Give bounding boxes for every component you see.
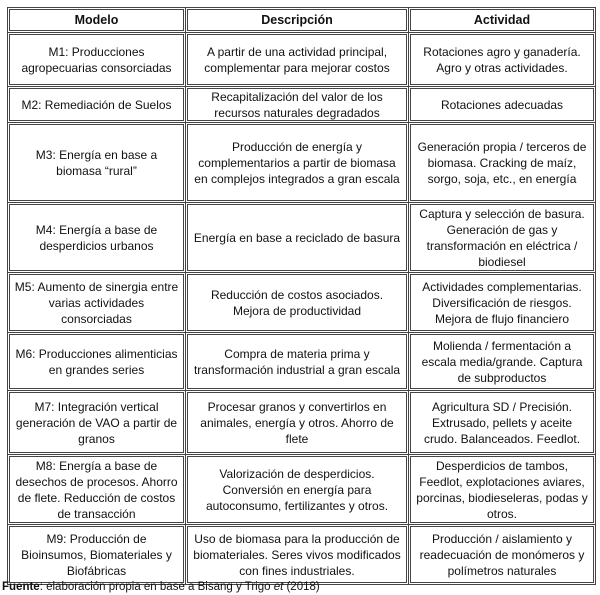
activity-cell [409, 203, 596, 273]
header-activity: Actividad [409, 8, 596, 33]
activity-cell [409, 525, 596, 585]
model-cell [8, 333, 186, 391]
table-row [8, 33, 596, 87]
activity-cell-text: Producción / aislamiento y readecuación de monómeros y polímetros naturales [419, 531, 585, 578]
model-cell-text: M6: Producciones alimenticias en grandes series [15, 346, 178, 377]
table-row [8, 455, 596, 525]
source-text-before: : elaboración propia en base a Bisang y Trigo [39, 581, 274, 593]
activity-cell-text: Molienda / fermentación a escala media/grande. Captura de subproductos [421, 338, 583, 385]
description-cell [186, 33, 409, 87]
source-italic: et [273, 581, 284, 593]
model-cell [8, 33, 186, 87]
activity-cell [409, 273, 596, 333]
activity-cell [409, 455, 596, 525]
activity-cell [409, 123, 596, 203]
table-row [8, 273, 596, 333]
model-cell-text: M1: Producciones agropecuarias consorciadas [21, 44, 172, 75]
model-cell-text: M9: Producción de Bioinsumos, Biomateriales y Biofábricas [21, 531, 172, 578]
source-note [2, 580, 320, 595]
model-cell [8, 123, 186, 203]
description-cell [186, 273, 409, 333]
description-cell [186, 525, 409, 585]
description-cell [186, 123, 409, 203]
model-cell-text: M5: Aumento de sinergia entre varias actividades consorciadas [14, 279, 179, 326]
description-cell-text: Valorización de desperdicios. Conversión en energía para autoconsumo, fertilizantes y otros. [205, 466, 389, 513]
header-model: Modelo [8, 8, 186, 33]
table-row [8, 391, 596, 455]
activity-cell-text: Rotaciones adecuadas [440, 97, 564, 112]
activity-cell-text: Generación propia / terceros de biomasa. Cracking de maíz, sorgo, soja, etc., en energía [417, 139, 587, 186]
table-body [8, 33, 596, 585]
table-row [8, 87, 596, 123]
description-cell-text: Reducción de costos asociados. Mejora de productividad [210, 287, 384, 318]
activity-cell-text: Desperdicios de tambos, Feedlot, explotaciones aviares, porcinas, biodieseleras, podas y otros. [416, 458, 588, 521]
model-cell [8, 87, 186, 123]
description-cell-text: A partir de una actividad principal, complementar para mejorar costos [204, 44, 390, 75]
description-cell [186, 333, 409, 391]
description-cell [186, 391, 409, 455]
header-row [8, 8, 596, 33]
table-row [8, 525, 596, 585]
table-row [8, 333, 596, 391]
activity-cell [409, 33, 596, 87]
model-cell-text: M8: Energía a base de desechos de procesos. Ahorro de flete. Reducción de costos de transacción [15, 458, 178, 521]
activity-cell-text: Captura y selección de basura. Generación de gas y transformación en eléctrica / biodiesel [419, 206, 585, 269]
model-cell [8, 273, 186, 333]
source-label: Fuente [2, 581, 40, 593]
header-description: Descripción [186, 8, 409, 33]
source-text-after: (2018) [283, 581, 320, 593]
description-cell [186, 87, 409, 123]
table-row [8, 123, 596, 203]
activity-cell [409, 391, 596, 455]
description-cell-text: Compra de materia prima y transformación industrial a gran escala [193, 346, 401, 377]
model-cell-text: M3: Energía en base a biomasa “rural” [35, 147, 158, 178]
model-cell [8, 455, 186, 525]
activity-cell [409, 87, 596, 123]
activity-cell-text: Agricultura SD / Precisión. Extrusado, pellets y aceite crudo. Balanceados. Feedlot. [423, 399, 581, 446]
models-table [7, 7, 596, 585]
table-row [8, 203, 596, 273]
activity-cell-text: Rotaciones agro y ganadería. Agro y otras actividades. [423, 44, 581, 75]
activity-cell-text: Actividades complementarias. Diversificación de riesgos. Mejora de flujo financiero [422, 279, 582, 326]
description-cell-text: Uso de biomasa para la producción de biomateriales. Seres vivos modificados con fines industriales. [193, 531, 401, 578]
description-cell [186, 203, 409, 273]
description-cell-text: Recapitalización del valor de los recursos naturales degradados [211, 89, 383, 120]
model-cell-text: M2: Remediación de Suelos [21, 97, 172, 112]
description-cell-text: Energía en base a reciclado de basura [193, 230, 401, 245]
model-cell-text: M4: Energía a base de desperdicios urbanos [35, 222, 158, 253]
model-cell-text: M7: Integración vertical generación de VAO a partir de granos [15, 399, 178, 446]
model-cell [8, 525, 186, 585]
description-cell-text: Procesar granos y convertirlos en animales, energía y otros. Ahorro de flete [200, 399, 394, 446]
description-cell-text: Producción de energía y complementarios a partir de biomasa en complejos integrados a gran escala [194, 139, 400, 186]
description-cell [186, 455, 409, 525]
model-cell [8, 203, 186, 273]
model-cell [8, 391, 186, 455]
activity-cell [409, 333, 596, 391]
